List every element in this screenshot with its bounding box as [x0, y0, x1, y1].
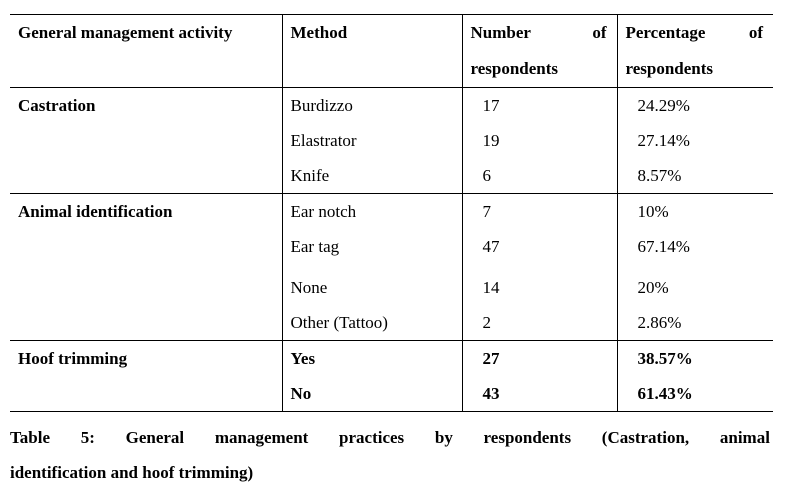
cell-method: Knife — [282, 158, 462, 194]
document-body — [10, 14, 773, 490]
management-practices-table — [10, 14, 773, 412]
cell-percentage: 38.57% — [617, 341, 773, 377]
cell-number: 17 — [462, 88, 617, 124]
header-method: Method — [282, 15, 462, 88]
header-percentage-of: of — [748, 23, 763, 42]
header-number — [462, 15, 617, 88]
table-row — [10, 123, 773, 158]
caption-word: respondents — [483, 428, 572, 447]
caption-line-1 — [10, 420, 770, 455]
caption-word: General — [125, 428, 185, 447]
group-activity-hoof-trimming: Hoof trimming — [18, 349, 128, 368]
cell-percentage: 10% — [617, 194, 773, 230]
table-row — [10, 341, 773, 377]
cell-number: 27 — [462, 341, 617, 377]
group-activity-animal-identification: Animal identification — [18, 202, 173, 221]
group-activity-castration: Castration — [18, 96, 96, 115]
cell-method: No — [282, 376, 462, 412]
table-row — [10, 158, 773, 194]
caption-line-2: identification and hoof trimming) — [10, 463, 254, 482]
table-row — [10, 376, 773, 412]
cell-number: 2 — [462, 305, 617, 341]
caption-word: management — [214, 428, 309, 447]
cell-method: Ear notch — [282, 194, 462, 230]
caption-word: animal — [719, 428, 770, 447]
cell-percentage: 67.14% — [617, 229, 773, 270]
header-number-respondents: respondents — [470, 59, 559, 78]
cell-method: Ear tag — [282, 229, 462, 270]
table-row — [10, 305, 773, 341]
caption-word: Table — [10, 428, 51, 447]
header-percentage — [617, 15, 773, 88]
table-row — [10, 270, 773, 305]
cell-method: Yes — [282, 341, 462, 377]
cell-method: Elastrator — [282, 123, 462, 158]
header-percentage-respondents: respondents — [625, 59, 714, 78]
cell-percentage: 61.43% — [617, 376, 773, 412]
caption-word: 5: — [80, 428, 95, 447]
cell-number: 47 — [462, 229, 617, 270]
table-row — [10, 88, 773, 124]
cell-number: 6 — [462, 158, 617, 194]
table-caption — [10, 420, 770, 490]
table-row — [10, 194, 773, 230]
table-row — [10, 229, 773, 270]
header-percentage-word: Percentage — [625, 23, 706, 42]
cell-number: 14 — [462, 270, 617, 305]
cell-number: 43 — [462, 376, 617, 412]
cell-percentage: 8.57% — [617, 158, 773, 194]
cell-percentage: 2.86% — [617, 305, 773, 341]
cell-method: Other (Tattoo) — [282, 305, 462, 341]
header-number-of: of — [592, 23, 607, 42]
caption-word: (Castration, — [601, 428, 690, 447]
header-activity: General management activity — [10, 15, 282, 88]
caption-word: by — [434, 428, 453, 447]
cell-percentage: 20% — [617, 270, 773, 305]
cell-method: Burdizzo — [282, 88, 462, 124]
table-header-row — [10, 15, 773, 88]
cell-number: 7 — [462, 194, 617, 230]
cell-method: None — [282, 270, 462, 305]
cell-percentage: 24.29% — [617, 88, 773, 124]
cell-percentage: 27.14% — [617, 123, 773, 158]
cell-number: 19 — [462, 123, 617, 158]
header-number-word: Number — [470, 23, 531, 42]
caption-word: practices — [339, 428, 405, 447]
